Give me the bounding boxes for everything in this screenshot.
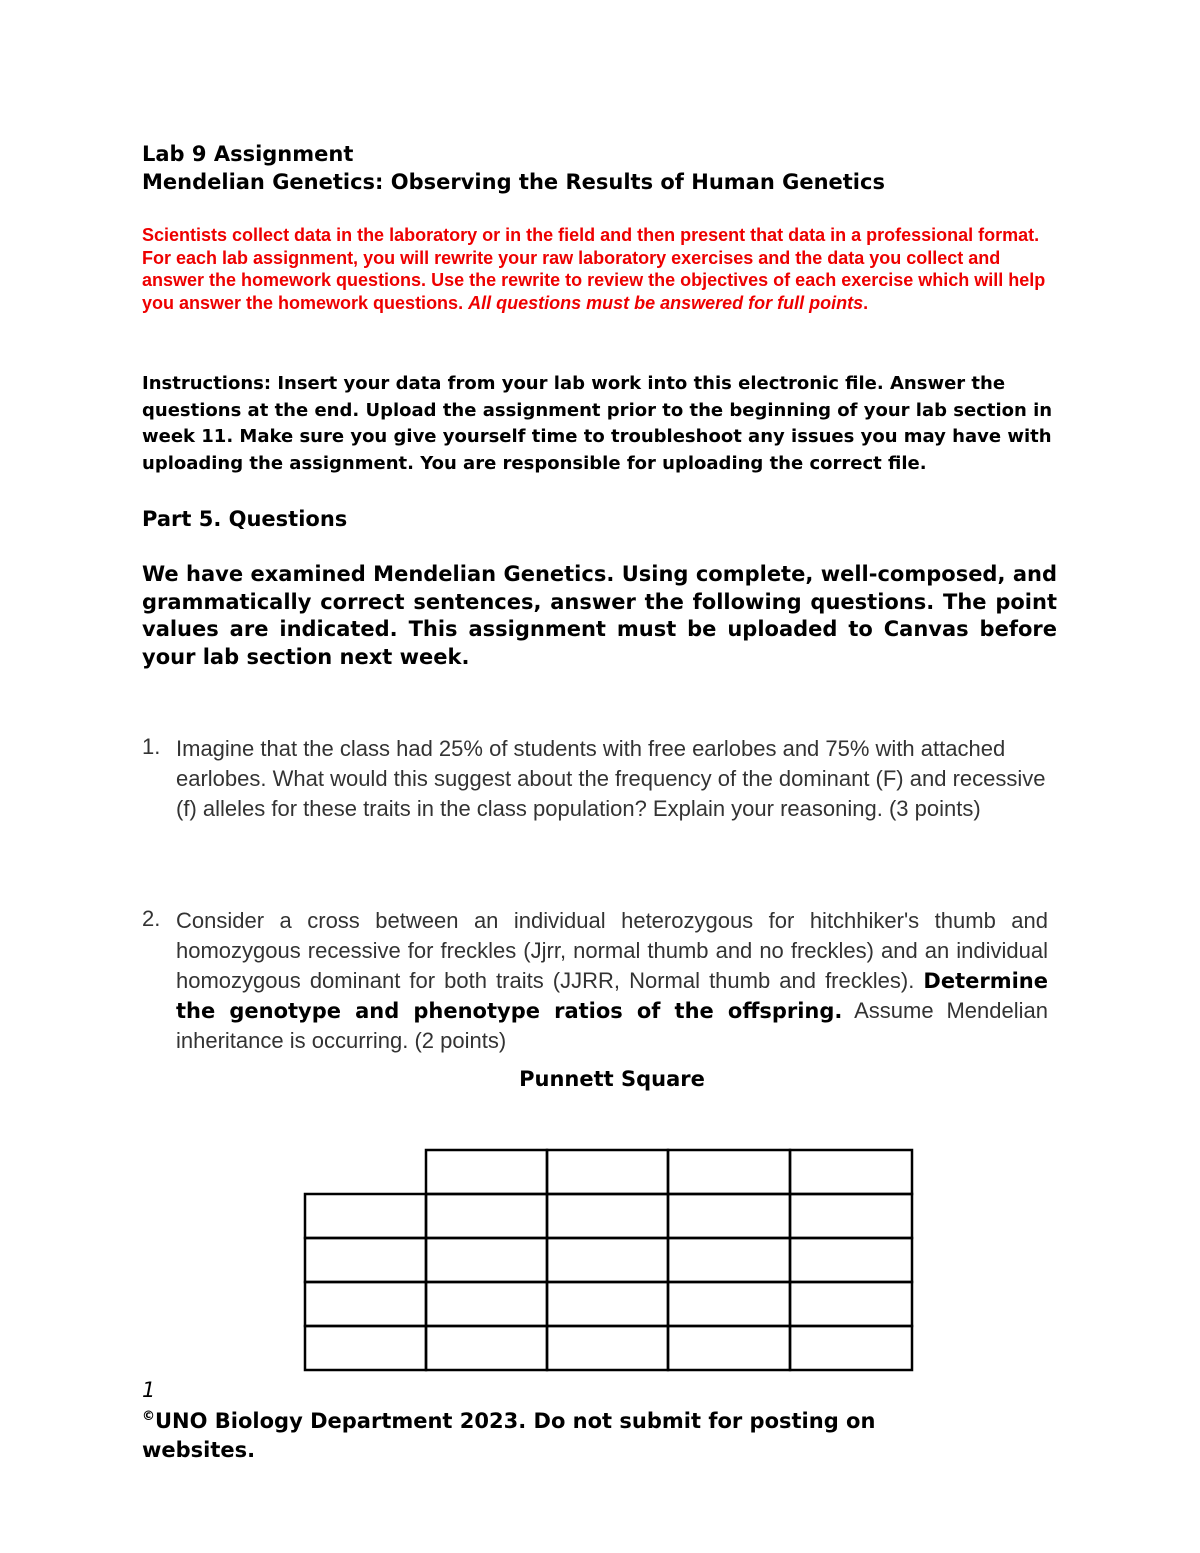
punnett-cell[interactable] [790,1282,912,1326]
punnett-cell[interactable] [790,1238,912,1282]
punnett-cell[interactable] [426,1238,547,1282]
question-2-bold: Determine the genotype and phenotype ratios of the offspring. [176,969,1048,1023]
assignment-subtitle: Mendelian Genetics: Observing the Results of Human Genetics [142,170,885,194]
punnett-cell[interactable] [668,1326,790,1370]
assignment-title: Lab 9 Assignment [142,142,354,166]
punnett-cell[interactable] [790,1326,912,1370]
copyright-text: UNO Biology Department 2023. Do not submit for posting on websites. [142,1409,876,1462]
punnett-cell[interactable] [668,1194,790,1238]
punnett-cell[interactable] [547,1326,668,1370]
question-1-text: Imagine that the class had 25% of students with free earlobes and 75% with attached earlobes. What would this suggest about the frequency of the dominant (F) and recessive (f) alleles for these traits in the class population? Explain your reasoning. (3 points) [176,736,1046,821]
question-1-number: 1. [142,734,161,759]
copyright-symbol: © [142,1409,155,1424]
punnett-square-title: Punnett Square [519,1067,705,1091]
punnett-header-cell[interactable] [790,1150,912,1194]
punnett-header-cell[interactable] [547,1150,668,1194]
punnett-row-header-cell[interactable] [305,1238,426,1282]
punnett-header-cell[interactable] [668,1150,790,1194]
question-2-text: Consider a cross between an individual heterozygous for hitchhiker's thumb and homozygous recessive for freckles (Jjrr, normal thumb and no freckles) and an individual homozygous dominant for both traits (JJRR, Normal thumb and freckles). [176,908,1048,993]
copyright-footer [142,1402,932,1465]
punnett-row-header-cell[interactable] [305,1194,426,1238]
part5-heading: Part 5. Questions [142,507,348,531]
punnett-cell[interactable] [547,1194,668,1238]
punnett-row-header-cell[interactable] [305,1282,426,1326]
intro-emphasis: All questions must be answered for full points [468,292,864,313]
page-number: 1 [142,1378,156,1402]
punnett-cell[interactable] [426,1282,547,1326]
punnett-cell[interactable] [426,1326,547,1370]
punnett-cell[interactable] [668,1282,790,1326]
intro-text: Scientists collect data in the laboratory or in the field and then present that data in a professional format. For each lab assignment, you will rewrite your raw laboratory exercises and the data you collect and answer the homework questions. Use the rewrite to review the objectives of each exercise which will help you answer the homework questions. [142,225,1046,313]
part5-paragraph: We have examined Mendelian Genetics. Using complete, well-composed, and grammatically correct sentences, answer the following questions. The point values are indicated. This assignment must be uploaded to Canvas before your lab section next week. [142,562,1057,669]
punnett-cell[interactable] [668,1238,790,1282]
punnett-header-cell[interactable] [426,1150,547,1194]
question-2-number: 2. [142,906,161,931]
instructions-paragraph: Instructions: Insert your data from your lab work into this electronic file. Answer the questions at the end. Upload the assignment prior to the beginning of your lab section in week 11. Make sure you give yourself time to troubleshoot any issues you may have with uploading the assignment. You are responsible for uploading the correct file. [142,373,1053,474]
intro-end: . [863,292,869,313]
punnett-row-header-cell[interactable] [305,1326,426,1370]
punnett-cell[interactable] [426,1194,547,1238]
punnett-cell[interactable] [547,1282,668,1326]
question-2-after: Assume Mendelian inheritance is occurring. (2 points) [176,998,1048,1053]
punnett-cell[interactable] [547,1238,668,1282]
punnett-cell[interactable] [790,1194,912,1238]
